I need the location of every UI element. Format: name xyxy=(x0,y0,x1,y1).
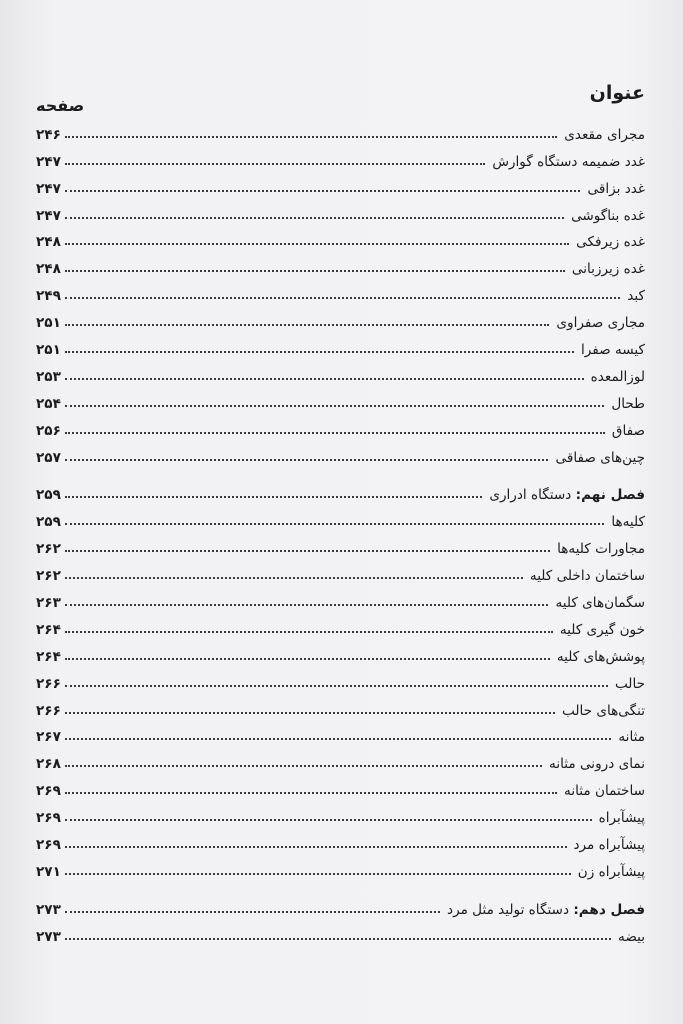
toc-row xyxy=(36,638,645,665)
dot-leader xyxy=(65,270,565,272)
dot-leader xyxy=(65,136,557,138)
toc-entry-title: چین‌های صفاقی xyxy=(555,449,645,466)
dot-leader xyxy=(65,351,574,353)
toc-row xyxy=(36,826,645,853)
dot-leader xyxy=(65,297,620,299)
toc-page-number: ۲۶۲ xyxy=(36,568,61,585)
dot-leader xyxy=(65,432,605,434)
dot-leader xyxy=(65,405,604,407)
toc-row xyxy=(36,358,645,385)
toc-row xyxy=(36,503,645,530)
dot-leader xyxy=(65,190,580,192)
toc-page-number: ۲۶۴ xyxy=(36,621,61,638)
toc-entry-title: بیضه xyxy=(618,928,645,945)
dot-leader xyxy=(65,631,553,633)
dot-leader xyxy=(65,765,542,767)
toc-row xyxy=(36,331,645,358)
dot-leader xyxy=(65,459,548,461)
toc-page-number: ۲۵۱ xyxy=(36,315,61,332)
toc-row xyxy=(36,170,645,197)
dot-leader xyxy=(65,938,611,940)
toc-row xyxy=(36,557,645,584)
toc-entry-title: غده زیرفکی xyxy=(576,234,645,251)
toc-entry-title: مجرای مقعدی xyxy=(564,126,645,143)
toc-page-number: ۲۶۸ xyxy=(36,756,61,773)
toc-entry-title: سگمان‌های کلیه xyxy=(555,595,645,612)
dot-leader xyxy=(65,550,550,552)
toc-row xyxy=(36,250,645,277)
toc-page-number: ۲۷۱ xyxy=(36,863,61,880)
toc-row xyxy=(36,692,645,719)
toc-row xyxy=(36,439,645,466)
toc-row xyxy=(36,918,645,945)
toc-row xyxy=(36,530,645,557)
toc-row xyxy=(36,304,645,331)
toc-entry-title: ساختمان مثانه xyxy=(564,783,645,800)
toc-row xyxy=(36,584,645,611)
dot-leader xyxy=(65,658,550,660)
toc-page-number: ۲۶۹ xyxy=(36,810,61,827)
toc-page-number: ۲۴۸ xyxy=(36,234,61,251)
toc-row xyxy=(36,719,645,746)
toc-entry-title: مجاورات کلیه‌ها xyxy=(557,541,645,558)
toc-row xyxy=(36,611,645,638)
toc-page-number: ۲۶۲ xyxy=(36,541,61,558)
toc-row xyxy=(36,745,645,772)
chapter-title: دستگاه تولید مثل مرد xyxy=(447,901,574,918)
toc-page-number: ۲۵۶ xyxy=(36,422,61,439)
toc-entry-title: مجاری صفراوی xyxy=(556,315,645,332)
toc-row xyxy=(36,799,645,826)
dot-leader xyxy=(65,911,440,913)
toc-row xyxy=(36,385,645,412)
toc-entry-title: مثانه xyxy=(618,729,645,746)
toc-page-number: ۲۶۶ xyxy=(36,702,61,719)
toc-page-number: ۲۶۶ xyxy=(36,675,61,692)
toc-page-number: ۲۷۳ xyxy=(36,928,61,945)
toc-page-number: ۲۶۳ xyxy=(36,595,61,612)
toc-page-number: ۲۵۴ xyxy=(36,395,61,412)
page-column-heading: صفحه xyxy=(36,96,85,115)
dot-leader xyxy=(65,792,557,794)
toc-page-number: ۲۶۹ xyxy=(36,783,61,800)
toc-entry-title: غدد ضمیمه دستگاه گوارش xyxy=(492,153,645,170)
toc-header xyxy=(36,72,645,116)
toc-entry-title: کبد xyxy=(627,288,645,305)
dot-leader xyxy=(65,217,564,219)
toc-page-number: ۲۶۷ xyxy=(36,729,61,746)
toc-entry-title: پیشآبراه زن xyxy=(577,863,645,880)
toc-page-number: ۲۶۴ xyxy=(36,648,61,665)
chapter-label: فصل دهم: xyxy=(573,901,645,918)
toc-entry-title: خون گیری کلیه xyxy=(559,621,645,638)
dot-leader xyxy=(65,378,584,380)
toc-page-number: ۲۴۷ xyxy=(36,207,61,224)
dot-leader xyxy=(65,685,608,687)
toc-entry-title: پیشآبراه مرد xyxy=(573,837,645,854)
dot-leader xyxy=(65,324,549,326)
toc-entry-title: پوشش‌های کلیه xyxy=(556,648,645,665)
toc-page-number: ۲۷۳ xyxy=(36,901,61,918)
toc-entry-title: کیسه صفرا xyxy=(580,342,645,359)
toc-row xyxy=(36,143,645,170)
dot-leader xyxy=(65,873,571,875)
toc-chapter-row xyxy=(36,891,645,918)
toc-row xyxy=(36,665,645,692)
toc-entry-title: کلیه‌ها xyxy=(611,514,645,531)
toc-entry-title: غده زیرزبانی xyxy=(571,261,645,278)
dot-leader xyxy=(65,604,548,606)
toc-row xyxy=(36,197,645,224)
toc-entry-title: لوزالمعده xyxy=(590,368,645,385)
toc-page-number: ۲۴۶ xyxy=(36,126,61,143)
toc-row xyxy=(36,116,645,143)
chapter-label: فصل نهم: xyxy=(575,487,645,504)
toc-page-number: ۲۵۱ xyxy=(36,342,61,359)
toc-page-number: ۲۵۹ xyxy=(36,487,61,504)
title-column-heading: عنوان xyxy=(589,82,645,104)
toc-entry-title: تنگی‌های حالب xyxy=(561,702,645,719)
toc-entry-title: پیشآبراه xyxy=(598,810,645,827)
dot-leader xyxy=(65,846,567,848)
chapter-title: دستگاه ادراری xyxy=(489,487,576,504)
toc-page-number: ۲۴۹ xyxy=(36,288,61,305)
toc-list xyxy=(36,116,645,945)
toc-chapter-row xyxy=(36,477,645,504)
toc-row xyxy=(36,224,645,251)
toc-page-number: ۲۵۹ xyxy=(36,514,61,531)
dot-leader xyxy=(65,523,604,525)
toc-page-number: ۲۵۳ xyxy=(36,368,61,385)
dot-leader xyxy=(65,712,555,714)
toc-row xyxy=(36,412,645,439)
toc-page-number: ۲۴۸ xyxy=(36,261,61,278)
toc-entry-title: صفاق xyxy=(611,422,645,439)
dot-leader xyxy=(65,163,485,165)
toc-row xyxy=(36,853,645,880)
toc-row xyxy=(36,772,645,799)
toc-entry-title: غدد بزاقی xyxy=(587,180,645,197)
toc-entry-title: حالب xyxy=(614,675,645,692)
dot-leader xyxy=(65,577,523,579)
toc-page-number: ۲۴۷ xyxy=(36,153,61,170)
toc-entry-title: طحال xyxy=(611,395,645,412)
toc-page-number: ۲۵۷ xyxy=(36,449,61,466)
toc-entry-title: نمای درونی مثانه xyxy=(549,756,645,773)
toc-page-number: ۲۶۹ xyxy=(36,837,61,854)
toc-page-number: ۲۴۷ xyxy=(36,180,61,197)
toc-row xyxy=(36,277,645,304)
toc-entry-title: ساختمان داخلی کلیه xyxy=(529,568,645,585)
toc-entry-title xyxy=(485,487,645,503)
dot-leader xyxy=(65,819,592,821)
dot-leader xyxy=(65,243,569,245)
toc-entry-title xyxy=(443,902,645,918)
toc-entry-title: غده بناگوشی xyxy=(571,207,645,224)
dot-leader xyxy=(65,738,611,740)
dot-leader xyxy=(65,496,482,498)
